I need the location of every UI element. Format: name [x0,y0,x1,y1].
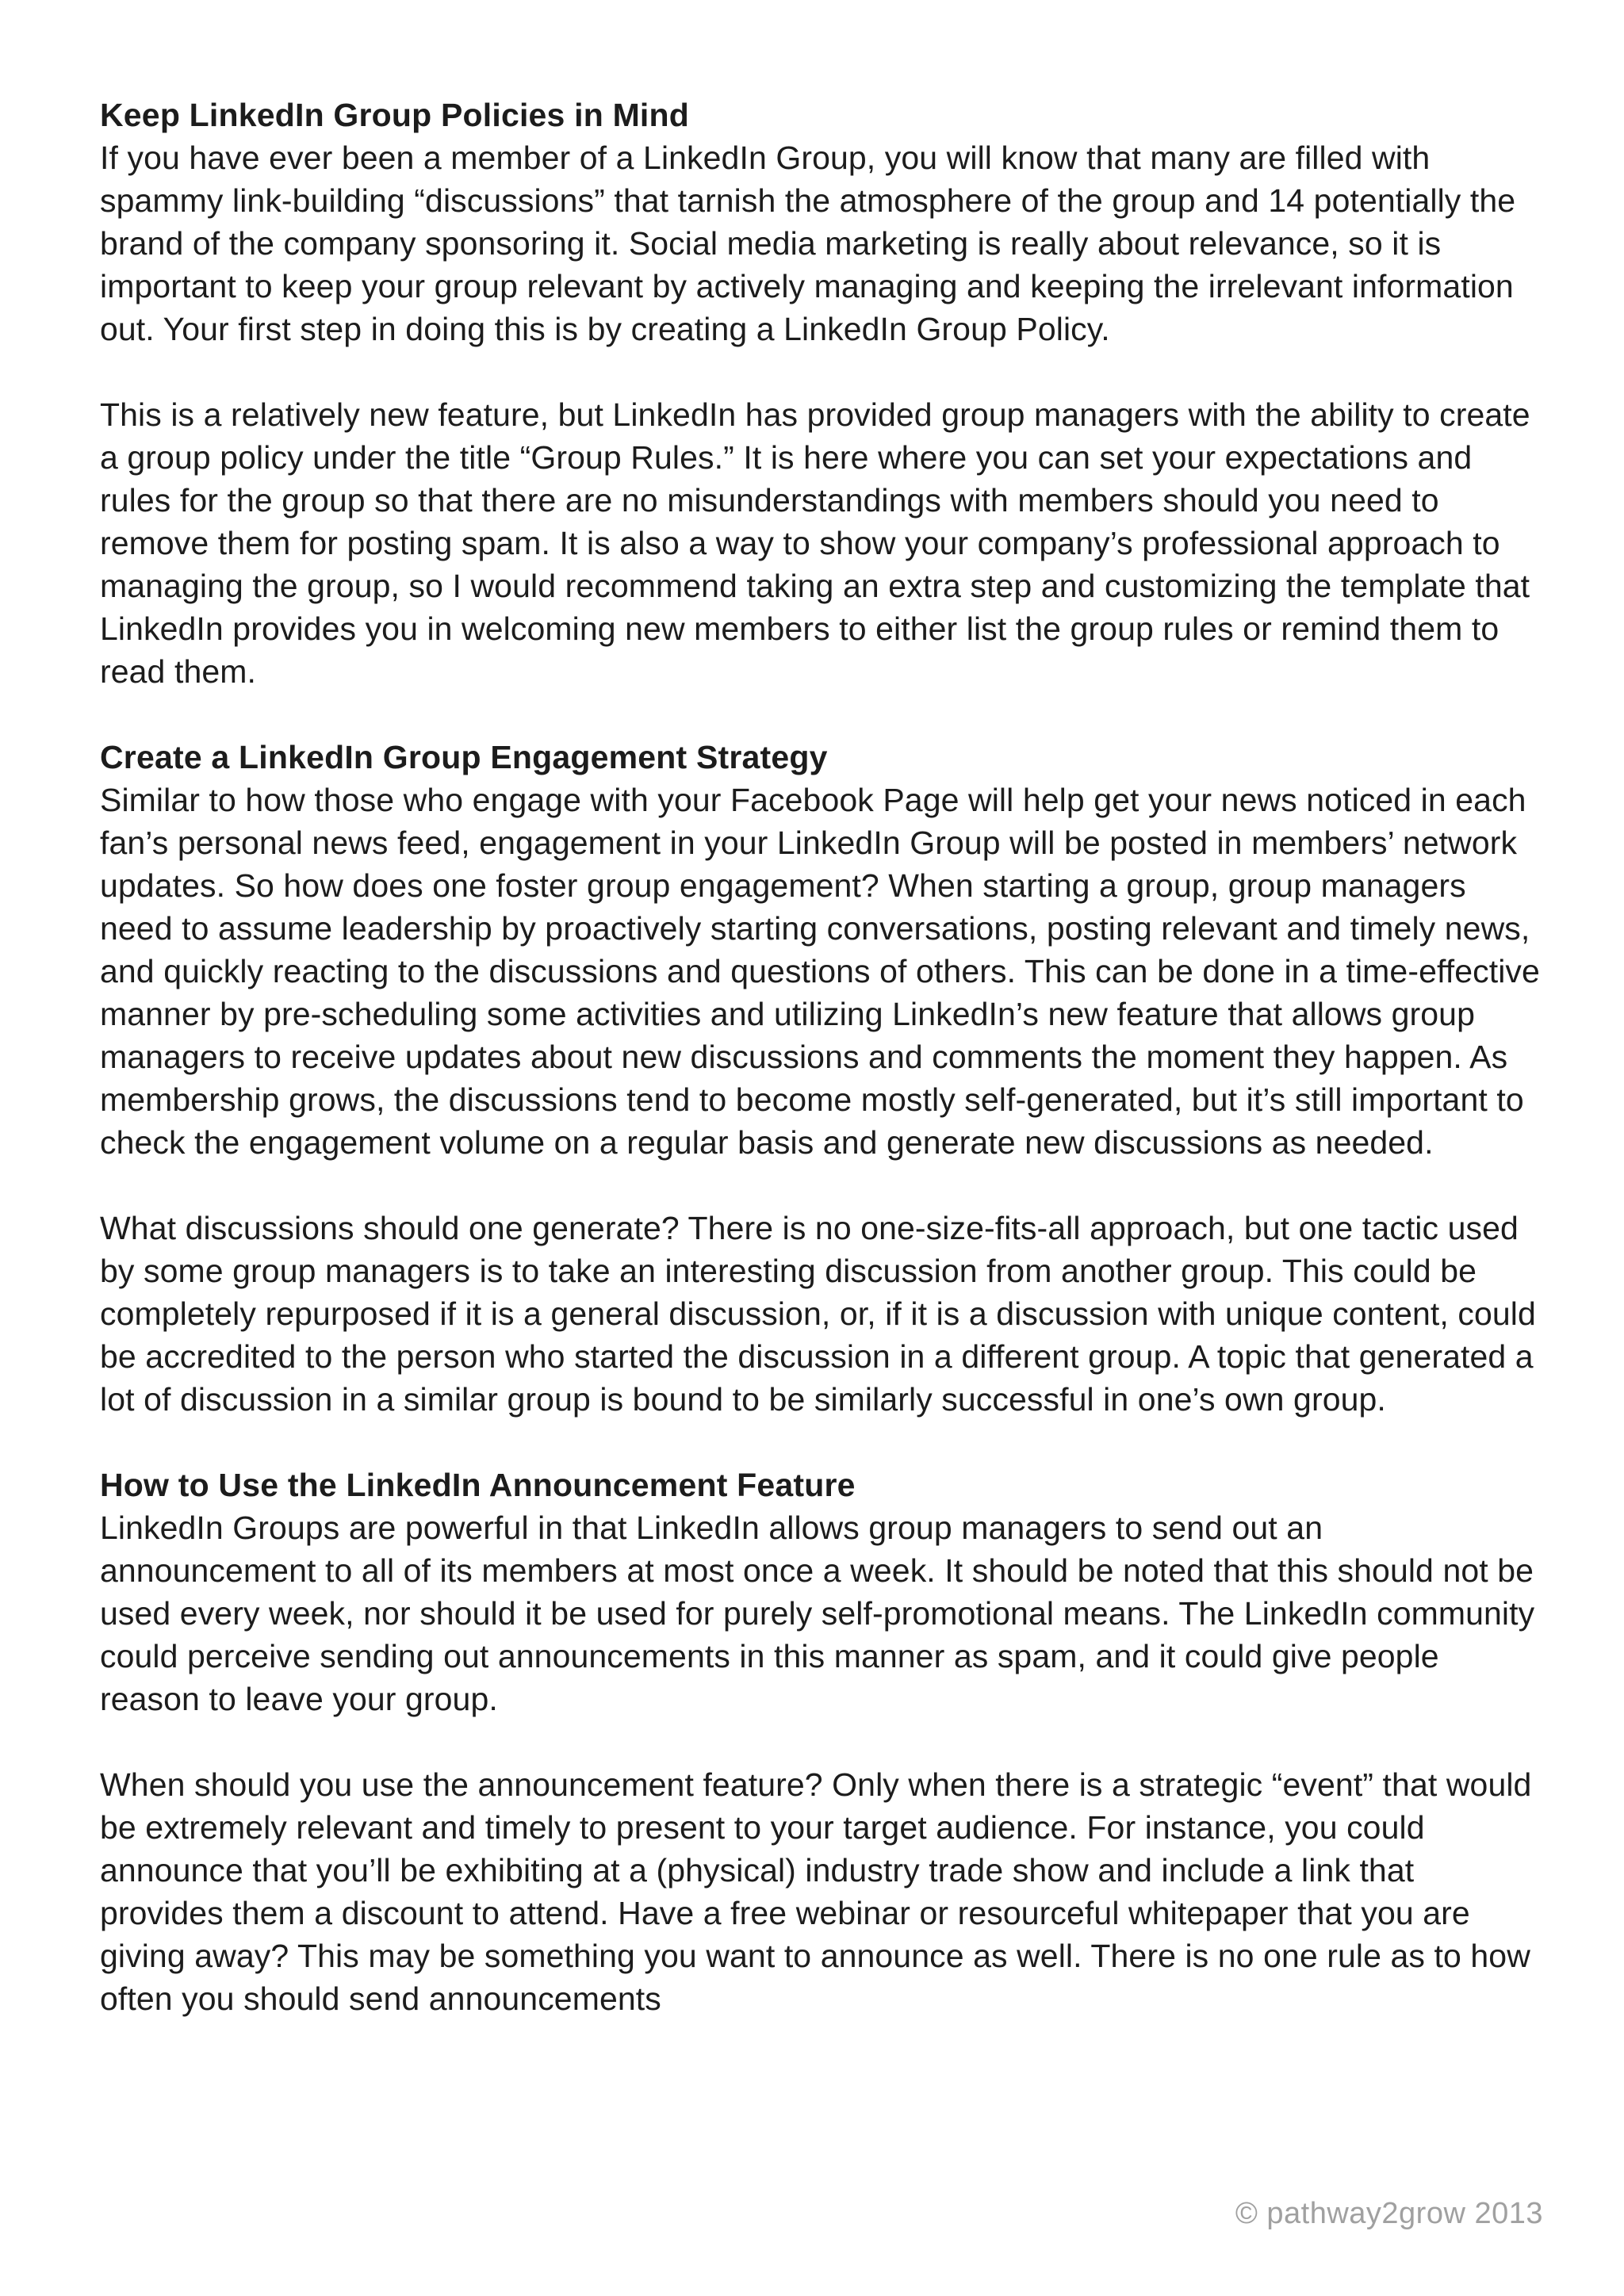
section-group-policies [100,94,1543,693]
paragraph: LinkedIn Groups are powerful in that LinkedIn allows group managers to send out an announcement to all of its members at most once a week. It should be noted that this should not be used every week, nor should it be used for purely self-promotional means. The LinkedIn community could perceive sending out announcements in this manner as spam, and it could give people reason to leave your group. [100,1510,1535,1717]
paragraph: When should you use the announcement feature? Only when there is a strategic “event” that would be extremely relevant and timely to present to your target audience. For instance, you could announce that you’ll be exhibiting at a (physical) industry trade show and include a link that provides them a discount to attend. Have a free webinar or resourceful whitepaper that you are giving away? This may be something you want to announce as well. There is no one rule as to how often you should send announcements [100,1766,1532,2017]
section-heading: Create a LinkedIn Group Engagement Strategy [100,739,828,775]
section-announcement-feature [100,1464,1543,2020]
document-body [100,94,1543,2020]
copyright-footer: © pathway2grow 2013 [1235,2197,1543,2230]
section-heading: How to Use the LinkedIn Announcement Feature [100,1467,856,1503]
paragraph: This is a relatively new feature, but LinkedIn has provided group managers with the ability to create a group policy under the title “Group Rules.” It is here where you can set your expectations and rules for the group so that there are no misunderstandings with members should you need to remove them for posting spam. It is also a way to show your company’s professional approach to managing the group, so I would recommend taking an extra step and customizing the template that LinkedIn provides you in welcoming new members to either list the group rules or remind them to read them. [100,396,1530,690]
section-engagement-strategy [100,736,1543,1421]
paragraph: What discussions should one generate? There is no one-size-fits-all approach, but one tactic used by some group managers is to take an interesting discussion from another group. This could be completely repurposed if it is a general discussion, or, if it is a discussion with unique content, could be accredited to the person who started the discussion in a different group. A topic that generated a lot of discussion in a similar group is bound to be similarly successful in one’s own group. [100,1210,1536,1418]
paragraph: If you have ever been a member of a LinkedIn Group, you will know that many are filled with spammy link-building “discussions” that tarnish the atmosphere of the group and 14 potentially the brand of the company sponsoring it. Social media marketing is really about relevance, so it is important to keep your group relevant by actively managing and keeping the irrelevant information out. Your first step in doing this is by creating a LinkedIn Group Policy. [100,140,1516,347]
paragraph: Similar to how those who engage with your Facebook Page will help get your news noticed in each fan’s personal news feed, engagement in your LinkedIn Group will be posted in members’ network updates. So how does one foster group engagement? When starting a group, group managers need to assume leadership by proactively starting conversations, posting relevant and timely news, and quickly reacting to the discussions and questions of others. This can be done in a time-effective manner by pre-scheduling some activities and utilizing LinkedIn’s new feature that allows group managers to receive updates about new discussions and comments the moment they happen. As membership grows, the discussions tend to become mostly self-generated, but it’s still important to check the engagement volume on a regular basis and generate new discussions as needed. [100,782,1540,1161]
section-heading: Keep LinkedIn Group Policies in Mind [100,97,689,133]
